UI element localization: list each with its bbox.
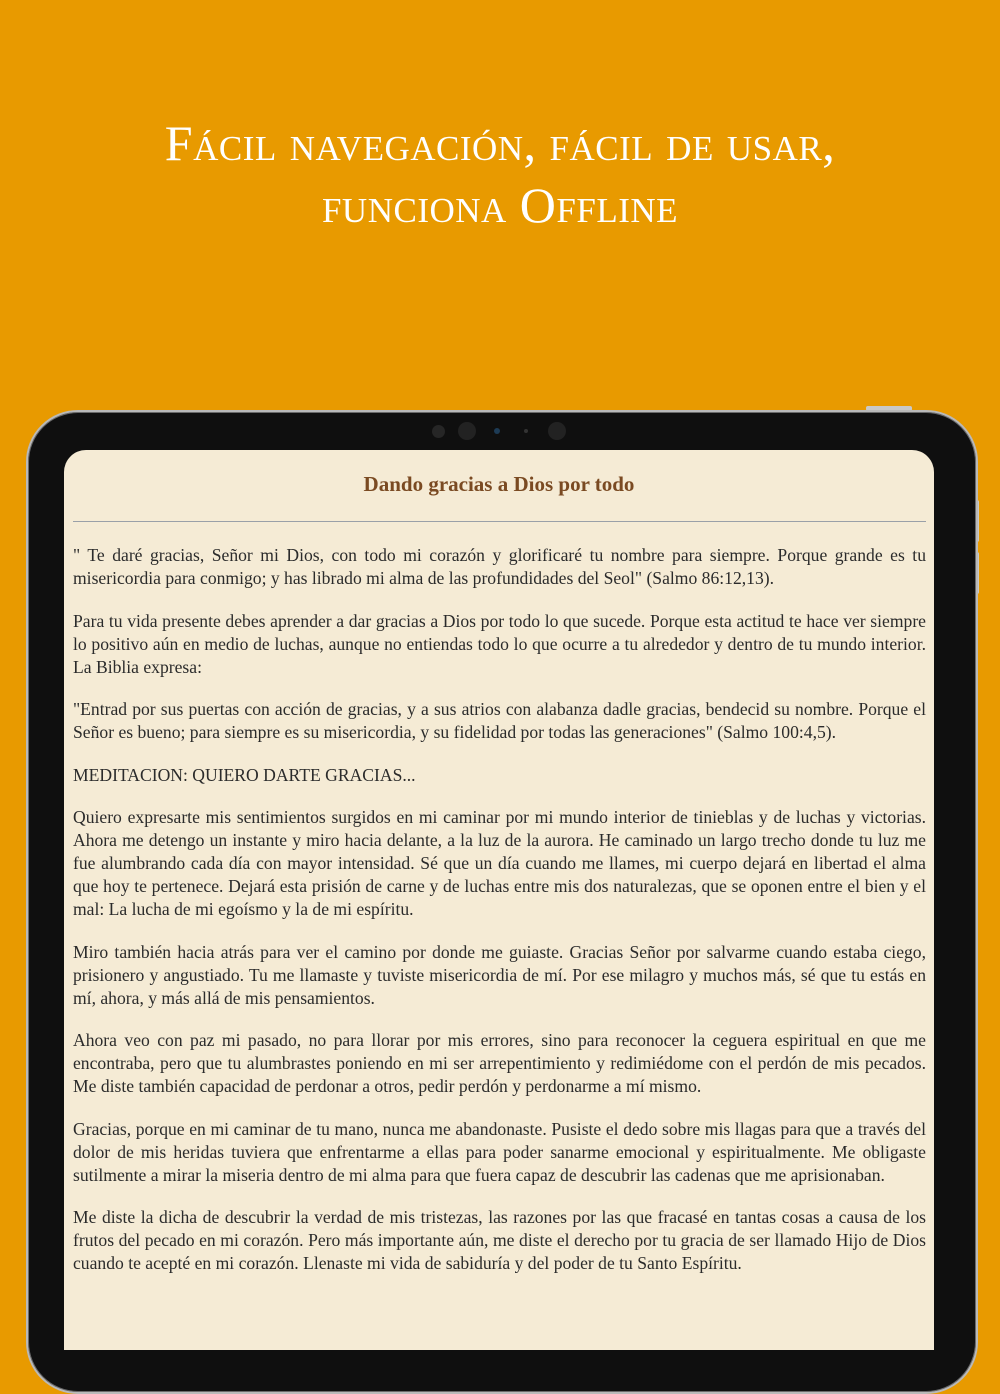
article-paragraph: Gracias, porque en mi caminar de tu mano, nunca me abandonaste. Pusiste el dedo sobre mis llagas para que a través del dolor de mis heridas tuviera que enfrentarme a ellas para poder sanarme emocional y espiritualmente. Me obligaste sutilmente a mirar la miseria dentro de mi alma para que fuera capaz de descubrir las cadenas que me aprisionaban.: [73, 1118, 926, 1185]
article-paragraph: "Entrad por sus puertas con acción de gracias, y a sus atrios con alabanza dadle gracias, bendecid su nombre. Porque el Señor es bueno; para siempre es su misericordia, y su fidelidad por todas las generaciones" (Salmo 100:4,5).: [73, 699, 926, 742]
article-paragraph: Para tu vida presente debes aprender a dar gracias a Dios por todo lo que sucede. Porque esta actitud te hace ver siempre lo positivo aún en medio de luchas, aunque no entiendas todo lo que ocurre a tu alrededor y dentro de tu mundo interior. La Biblia expresa:: [73, 610, 926, 677]
title-divider: [73, 521, 926, 522]
headline-line-1: Fácil navegación, fácil de usar,: [164, 115, 836, 171]
article-paragraph: Quiero expresarte mis sentimientos surgidos en mi caminar por mi mundo interior de tinieblas y de luchas y victorias. Ahora me detengo un instante y miro hacia delante, a la luz de la aurora. He caminado un largo trecho donde tu luz me fue alumbrando cada día con mayor intensidad. Sé que un día cuando me llames, mi cuerpo dejará en libertad el alma que hoy te pertenece. Dejará esta prisión de carne y de luchas entre mis dos naturalezas, que se oponen entre el bien y el mal: La lucha de mi egoísmo y la de mi espíritu.: [73, 807, 926, 919]
article-body[interactable]: [73, 544, 926, 1295]
proximity-sensor-icon: [548, 422, 566, 440]
sensor-dot-icon: [524, 429, 528, 433]
sensor-icon: [432, 425, 445, 438]
article-title: Dando gracias a Dios por todo: [363, 472, 635, 496]
app-screen[interactable]: [64, 450, 934, 1350]
article-paragraph: Miro también hacia atrás para ver el camino por donde me guiaste. Gracias Señor por salvarme cuando estaba ciego, prisionero y angustiado. Tu me llamaste y tuviste misericordia de mí. Por ese milagro y muchos más, sé que tu estás en mí, ahora, y más allá de mis pensamientos.: [73, 941, 926, 1008]
camera-icon: [458, 422, 476, 440]
article-paragraph: Ahora veo con paz mi pasado, no para llorar por mis errores, sino para reconocer la ceguera espiritual en que me encontraba, pero que tu alumbrastes poniendo en mi ser arrepentimiento y redimiédome con el perdón de mis pecados. Me diste también capacidad de perdonar a otros, pedir perdón y perdonarme a mí mismo.: [73, 1030, 926, 1096]
promo-headline: [0, 112, 1000, 236]
camera-lens-icon: [494, 428, 500, 434]
article-paragraph: Me diste la dicha de descubrir la verdad de mis tristezas, las razones por las que fracasé en tantas cosas a causa de los frutos del pecado en mi corazón. Pero más importante aún, me diste el derecho por tu gracia de ser llamado Hijo de Dios cuando te acepté en mi corazón. Llenaste mi vida de sabiduría y del poder de tu Santo Espíritu.: [73, 1207, 926, 1273]
camera-bar: [420, 418, 580, 444]
article-paragraph: " Te daré gracias, Señor mi Dios, con todo mi corazón y glorificaré tu nombre para siempre. Porque grande es tu misericordia para conmigo; y has librado mi alma de las profundidades del Seol" (Salmo 86:12,13).: [73, 545, 926, 588]
article-paragraph: MEDITACION: QUIERO DARTE GRACIAS...: [73, 764, 416, 785]
headline-line-2: funciona Offline: [321, 177, 679, 233]
